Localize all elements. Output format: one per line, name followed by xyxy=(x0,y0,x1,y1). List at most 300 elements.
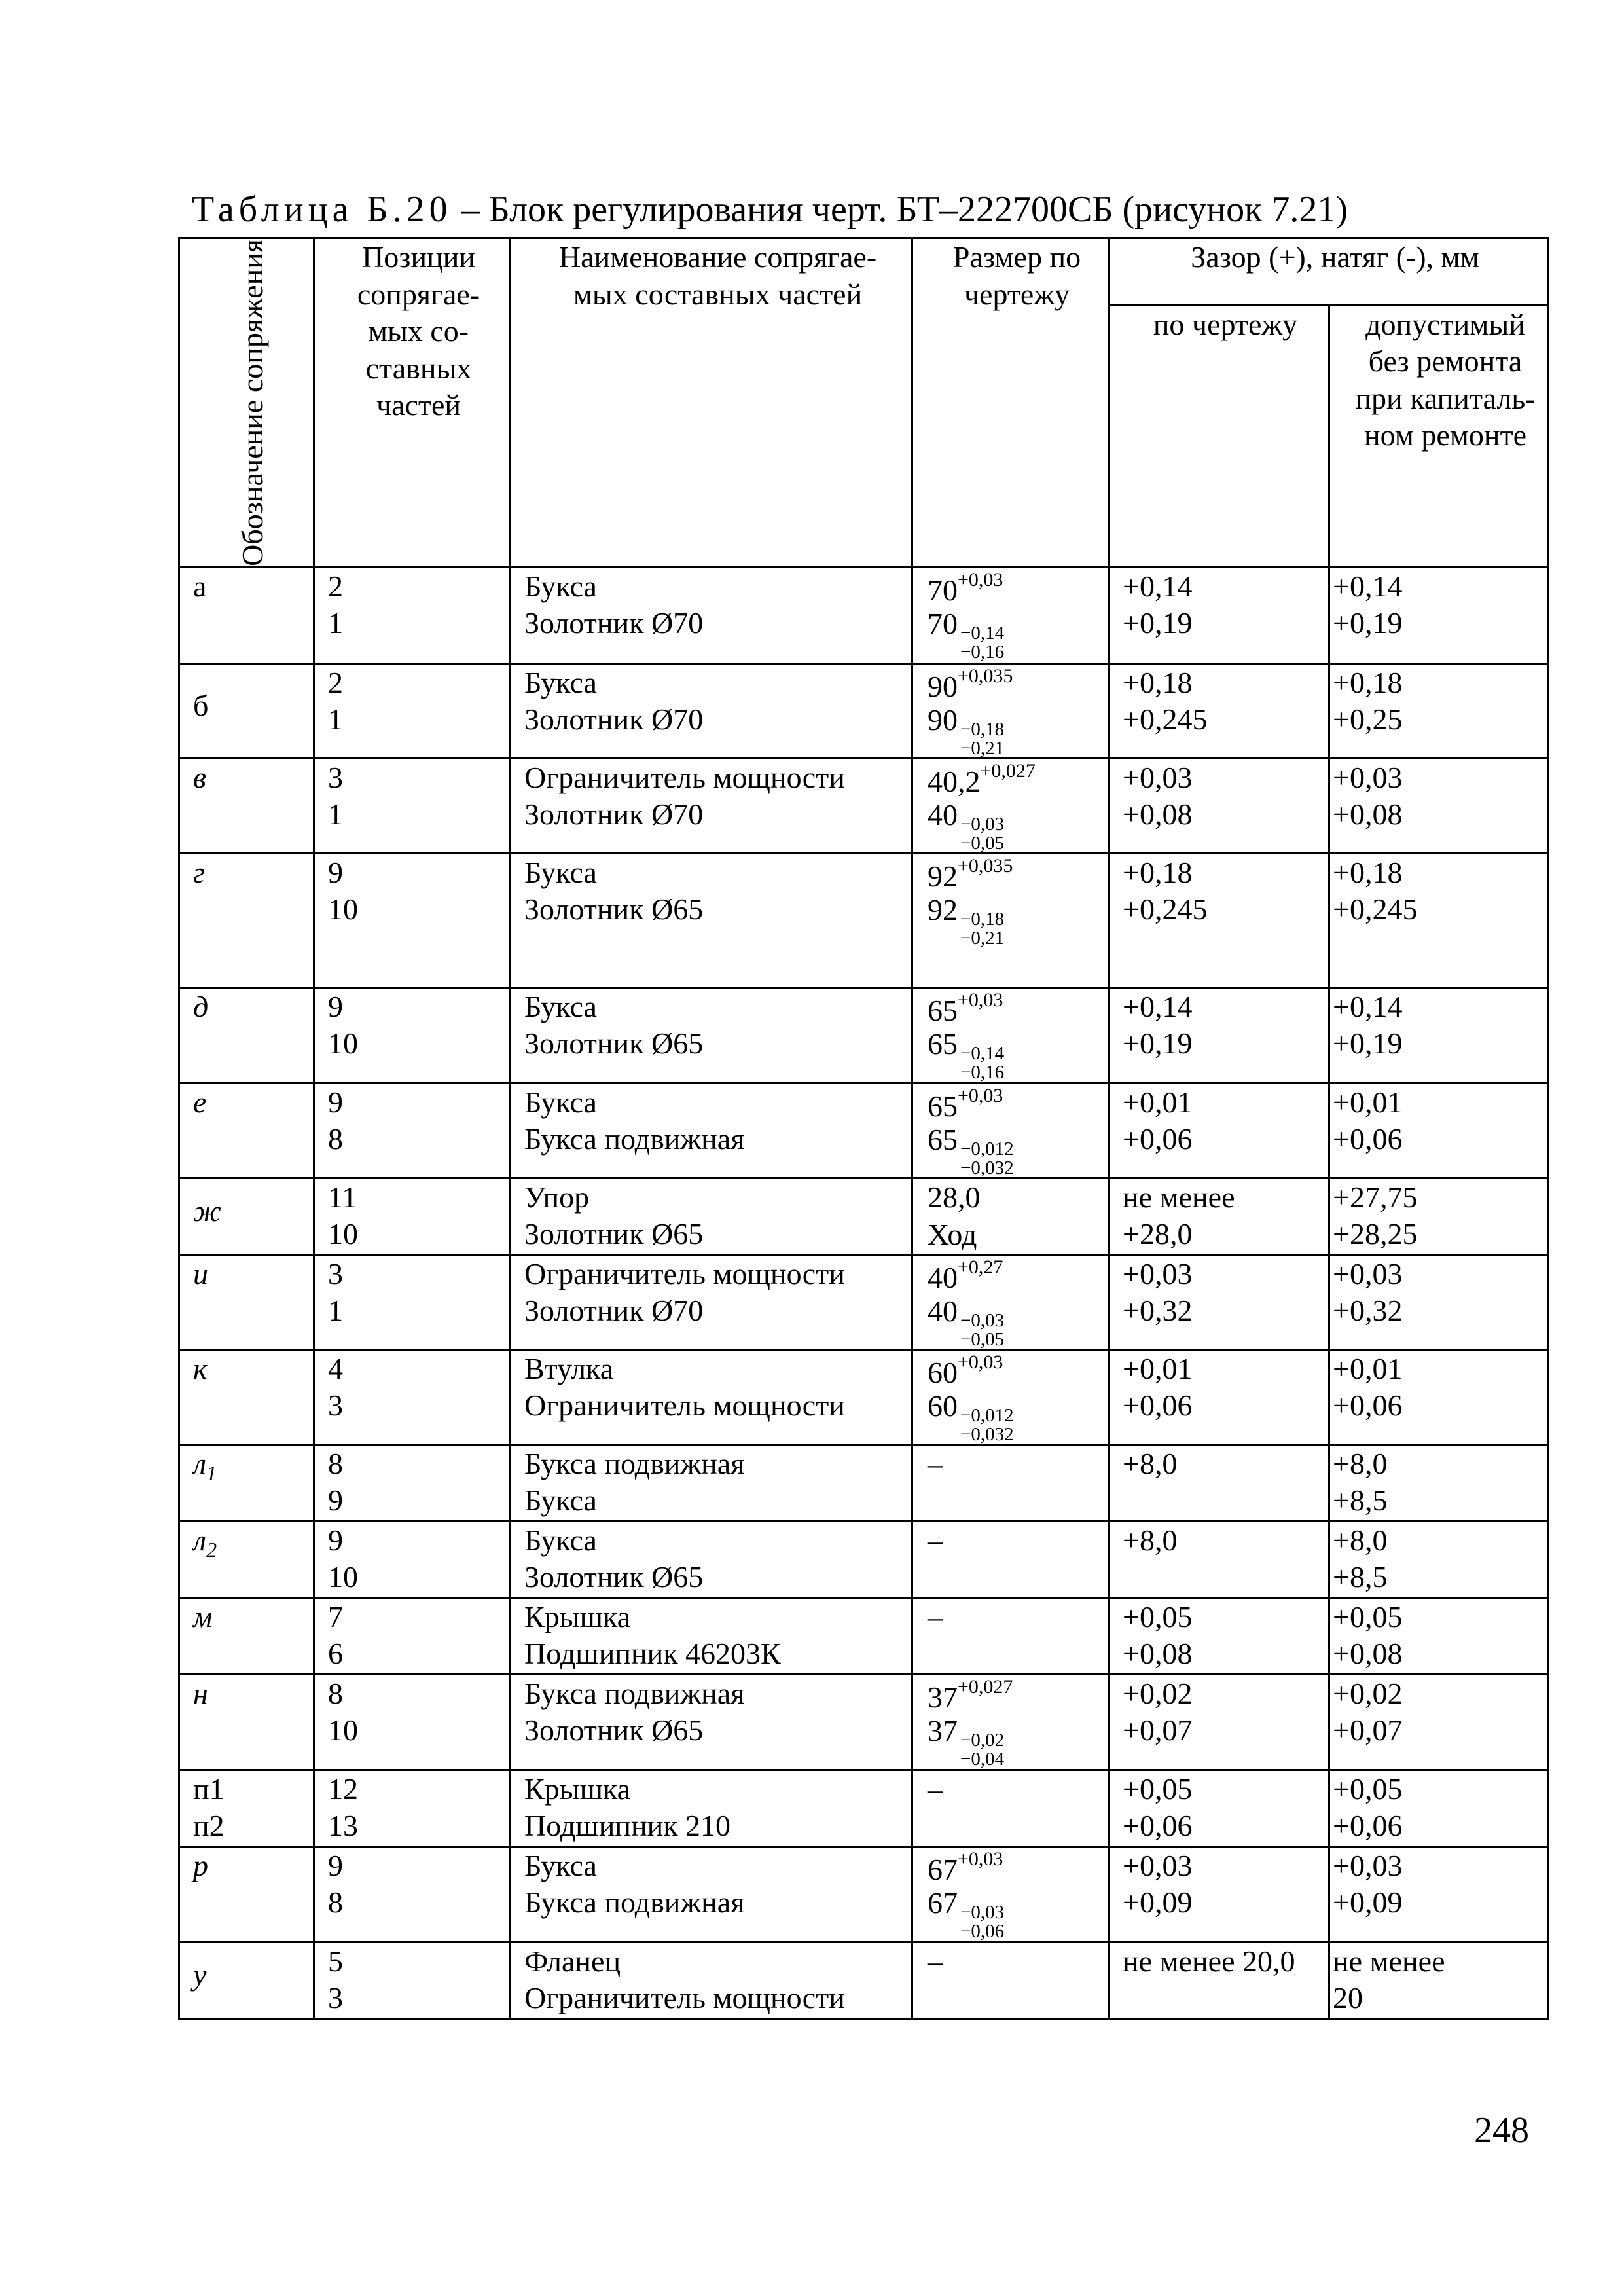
position-number: 10 xyxy=(328,892,358,926)
cell-part-names xyxy=(511,987,912,1083)
gap-value: +0,09 xyxy=(1123,1886,1193,1920)
part-name: Золотник Ø70 xyxy=(524,1294,704,1328)
size-upper-tolerance: +0,03 xyxy=(958,568,1003,591)
cell-part-names xyxy=(511,663,912,758)
gap-value: +0,08 xyxy=(1123,797,1193,831)
designation-text: г xyxy=(193,855,205,889)
cell-gap-by-drawing xyxy=(1109,663,1329,758)
part-name: Золотник Ø70 xyxy=(524,606,704,640)
size-base: 40 xyxy=(928,797,958,831)
cell-gap-by-drawing xyxy=(1109,1674,1329,1770)
cell-gap-allowed xyxy=(1329,1597,1549,1674)
size-upper-deviation: −0,03 xyxy=(960,813,1005,835)
position-number: 4 xyxy=(328,1351,343,1385)
gap-value: не менее 20,0 xyxy=(1123,1944,1295,1978)
gap-allowed-value: +0,06 xyxy=(1333,1809,1403,1843)
gap-allowed-value: 20 xyxy=(1333,1981,1363,2015)
gap-allowed-value: +0,08 xyxy=(1333,1637,1403,1671)
cell-gap-by-drawing xyxy=(1109,567,1329,663)
cell-gap-allowed xyxy=(1329,1444,1549,1521)
position-number: 8 xyxy=(328,1122,343,1156)
gap-allowed-value: +8,5 xyxy=(1333,1560,1388,1594)
cell-size xyxy=(912,1674,1109,1770)
position-number: 1 xyxy=(328,797,343,831)
table-row xyxy=(179,1674,1549,1770)
header-positions: Позиции сопрягае- мых со- ставных частей xyxy=(314,238,511,568)
cell-size xyxy=(912,987,1109,1083)
size-value xyxy=(928,1446,1108,1483)
position-number: 5 xyxy=(328,1944,343,1978)
header-designation-text: Обозначение сопряжения xyxy=(236,239,270,566)
cell-size xyxy=(912,1521,1109,1597)
size-upper-deviation: −0,012 xyxy=(960,1404,1014,1426)
size-value xyxy=(928,1848,1108,1885)
cell-part-names xyxy=(511,1349,912,1444)
designation-text: л xyxy=(193,1523,207,1557)
cell-positions xyxy=(314,1349,511,1444)
cell-size xyxy=(912,567,1109,663)
gap-allowed-value: +27,75 xyxy=(1333,1180,1418,1214)
cell-gap-by-drawing xyxy=(1109,1349,1329,1444)
part-name: Золотник Ø70 xyxy=(524,797,704,831)
part-name: Золотник Ø65 xyxy=(524,1027,704,1061)
designation-text: п2 xyxy=(193,1809,225,1843)
gap-value: +0,03 xyxy=(1123,760,1193,794)
part-name: Букса подвижная xyxy=(524,1886,745,1920)
position-number: 3 xyxy=(328,1389,343,1423)
cell-positions xyxy=(314,853,511,987)
header-gap-allowed: допустимый без ремонта при капиталь- ном ремонте xyxy=(1329,305,1549,567)
cell-part-names xyxy=(511,758,912,853)
size-value xyxy=(928,1885,1108,1942)
size-upper-deviation: −0,012 xyxy=(960,1138,1014,1159)
size-value xyxy=(928,1675,1108,1713)
cell-size xyxy=(912,1770,1109,1846)
designation-text: в xyxy=(193,760,206,794)
cell-gap-by-drawing xyxy=(1109,1597,1329,1674)
size-base: 28,0 xyxy=(928,1180,981,1214)
table-caption xyxy=(192,191,1348,228)
gap-value: +0,02 xyxy=(1123,1676,1193,1710)
gap-value: +0,06 xyxy=(1123,1809,1193,1843)
position-number: 6 xyxy=(328,1637,343,1671)
size-base: 37 xyxy=(928,1680,958,1714)
part-name: Букса xyxy=(524,989,597,1023)
gap-value: не менее xyxy=(1123,1180,1235,1214)
table-row xyxy=(179,1083,1549,1178)
size-lower-deviation: −0,032 xyxy=(960,1157,1014,1178)
size-base: Ход xyxy=(928,1217,977,1251)
cell-gap-allowed xyxy=(1329,1178,1549,1254)
designation-text: р xyxy=(193,1848,208,1882)
cell-gap-by-drawing xyxy=(1109,987,1329,1083)
cell-gap-by-drawing xyxy=(1109,1083,1329,1178)
size-lower-deviation: −0,05 xyxy=(960,1328,1005,1350)
position-number: 2 xyxy=(328,665,343,699)
designation-text: м xyxy=(193,1599,213,1633)
designation-text: ж xyxy=(193,1194,221,1228)
size-lower-deviation: −0,21 xyxy=(960,927,1005,949)
gap-allowed-value: +0,03 xyxy=(1333,760,1403,794)
cell-designation xyxy=(179,758,314,853)
cell-designation xyxy=(179,1254,314,1349)
size-upper-tolerance: +0,027 xyxy=(980,759,1036,782)
cell-designation xyxy=(179,853,314,987)
size-value xyxy=(928,1943,1108,1980)
size-lower-deviation: −0,16 xyxy=(960,641,1005,663)
position-number: 1 xyxy=(328,702,343,737)
size-base: 40 xyxy=(928,1294,958,1328)
size-tolerance-pair xyxy=(960,720,1004,758)
size-value xyxy=(928,989,1108,1026)
cell-part-names xyxy=(511,1942,912,2019)
cell-part-names xyxy=(511,853,912,987)
size-base: 70 xyxy=(928,606,958,640)
designation-subscript: 2 xyxy=(206,1538,217,1562)
gap-value: +8,0 xyxy=(1123,1523,1178,1557)
table-row xyxy=(179,567,1549,663)
size-upper-tolerance: +0,03 xyxy=(958,1084,1003,1106)
table-row xyxy=(179,987,1549,1083)
cell-part-names xyxy=(511,1254,912,1349)
cell-positions xyxy=(314,987,511,1083)
gap-value: +0,05 xyxy=(1123,1599,1193,1633)
size-upper-tolerance: +0,035 xyxy=(958,665,1013,687)
size-upper-deviation: −0,03 xyxy=(960,1309,1005,1331)
size-base: 67 xyxy=(928,1886,958,1920)
gap-allowed-value: +8,0 xyxy=(1333,1446,1388,1480)
size-base: – xyxy=(928,1523,943,1557)
table-row xyxy=(179,663,1549,758)
table-row xyxy=(179,1942,1549,2019)
size-base: – xyxy=(928,1446,943,1480)
cell-positions xyxy=(314,1942,511,2019)
size-value xyxy=(928,1121,1108,1178)
table-row xyxy=(179,1254,1549,1349)
cell-positions xyxy=(314,1444,511,1521)
gap-allowed-value: +0,09 xyxy=(1333,1886,1403,1920)
gap-allowed-value: +0,32 xyxy=(1333,1294,1403,1328)
cell-designation xyxy=(179,1521,314,1597)
position-number: 10 xyxy=(328,1027,358,1061)
cell-positions xyxy=(314,1674,511,1770)
position-number: 9 xyxy=(328,1523,343,1557)
position-number: 13 xyxy=(328,1809,358,1843)
cell-positions xyxy=(314,1770,511,1846)
part-name: Упор xyxy=(524,1180,590,1214)
cell-size xyxy=(912,1942,1109,2019)
size-tolerance-pair xyxy=(960,1731,1004,1769)
position-number: 8 xyxy=(328,1446,343,1480)
cell-gap-by-drawing xyxy=(1109,1942,1329,2019)
gap-allowed-value: +0,03 xyxy=(1333,1256,1403,1290)
size-lower-deviation: −0,16 xyxy=(960,1061,1005,1083)
size-upper-deviation: −0,14 xyxy=(960,622,1005,644)
gap-value: +0,06 xyxy=(1123,1122,1193,1156)
gap-value: +0,01 xyxy=(1123,1351,1193,1385)
part-name: Букса xyxy=(524,665,597,699)
position-number: 10 xyxy=(328,1217,358,1251)
part-name: Букса xyxy=(524,1484,597,1518)
size-lower-deviation: −0,032 xyxy=(960,1423,1014,1445)
header-size-by-drawing: Размер по чертежу xyxy=(912,238,1109,568)
position-number: 9 xyxy=(328,989,343,1023)
part-name: Букса подвижная xyxy=(524,1676,745,1710)
gap-allowed-value: +0,05 xyxy=(1333,1599,1403,1633)
gap-value: +0,05 xyxy=(1123,1772,1193,1806)
cell-size xyxy=(912,663,1109,758)
part-name: Букса xyxy=(524,1848,597,1882)
size-base: – xyxy=(928,1599,943,1633)
cell-size xyxy=(912,1846,1109,1942)
size-value xyxy=(928,1256,1108,1293)
part-name: Ограничитель мощности xyxy=(524,1389,845,1423)
cell-gap-allowed xyxy=(1329,1083,1549,1178)
size-base: – xyxy=(928,1772,943,1806)
cell-part-names xyxy=(511,1597,912,1674)
cell-size xyxy=(912,853,1109,987)
cell-positions xyxy=(314,663,511,758)
gap-value: +0,14 xyxy=(1123,989,1193,1023)
cell-gap-allowed xyxy=(1329,1770,1549,1846)
cell-positions xyxy=(314,567,511,663)
table-row xyxy=(179,1846,1549,1942)
cell-gap-allowed xyxy=(1329,1254,1549,1349)
cell-part-names xyxy=(511,1083,912,1178)
size-base: 90 xyxy=(928,669,958,703)
size-value xyxy=(928,1713,1108,1770)
gap-value: +0,06 xyxy=(1123,1389,1193,1423)
cell-gap-allowed xyxy=(1329,853,1549,987)
size-base: 65 xyxy=(928,1089,958,1123)
position-number: 8 xyxy=(328,1676,343,1710)
size-base: – xyxy=(928,1944,943,1978)
size-value xyxy=(928,1522,1108,1559)
size-upper-tolerance: +0,03 xyxy=(958,989,1003,1011)
size-tolerance-pair xyxy=(960,1140,1014,1178)
designation-text: б xyxy=(193,688,209,722)
size-lower-deviation: −0,06 xyxy=(960,1920,1005,1942)
part-name: Букса xyxy=(524,855,597,889)
cell-gap-allowed xyxy=(1329,1674,1549,1770)
gap-allowed-value: +0,19 xyxy=(1333,606,1403,640)
designation-text: д xyxy=(193,989,209,1023)
size-upper-deviation: −0,02 xyxy=(960,1729,1005,1751)
size-tolerance-pair xyxy=(960,624,1004,662)
size-lower-deviation: −0,05 xyxy=(960,832,1005,854)
header-gap-by-drawing: по чертежу xyxy=(1109,305,1329,567)
gap-value: +0,07 xyxy=(1123,1713,1193,1747)
size-base: 40 xyxy=(928,1260,958,1294)
size-value xyxy=(928,1388,1108,1445)
part-name: Золотник Ø65 xyxy=(524,1713,704,1747)
page-number: 248 xyxy=(1474,2110,1529,2151)
size-value xyxy=(928,665,1108,702)
size-base: 65 xyxy=(928,1027,958,1061)
size-lower-deviation: −0,21 xyxy=(960,737,1005,759)
size-base: 60 xyxy=(928,1389,958,1423)
cell-positions xyxy=(314,1521,511,1597)
table-row xyxy=(179,1349,1549,1444)
table-row xyxy=(179,1597,1549,1674)
cell-part-names xyxy=(511,567,912,663)
table-row xyxy=(179,1444,1549,1521)
gap-value: +0,03 xyxy=(1123,1256,1193,1290)
table-row xyxy=(179,758,1549,853)
gap-allowed-value: +0,05 xyxy=(1333,1772,1403,1806)
size-value xyxy=(928,892,1108,949)
size-upper-tolerance: +0,027 xyxy=(958,1675,1013,1698)
size-base: 40,2 xyxy=(928,764,981,798)
gap-allowed-value: +0,14 xyxy=(1333,989,1403,1023)
size-base: 67 xyxy=(928,1852,958,1886)
cell-gap-allowed xyxy=(1329,567,1549,663)
cell-positions xyxy=(314,1254,511,1349)
cell-size xyxy=(912,758,1109,853)
size-tolerance-pair xyxy=(960,1044,1004,1082)
position-number: 3 xyxy=(328,1256,343,1290)
size-value xyxy=(928,1293,1108,1350)
part-name: Золотник Ø65 xyxy=(524,1560,704,1594)
cell-designation xyxy=(179,1770,314,1846)
size-upper-tolerance: +0,03 xyxy=(958,1848,1003,1870)
part-name: Золотник Ø65 xyxy=(524,892,704,926)
gap-allowed-value: +0,19 xyxy=(1333,1027,1403,1061)
size-value xyxy=(928,1084,1108,1121)
position-number: 10 xyxy=(328,1713,358,1747)
size-base: 37 xyxy=(928,1713,958,1747)
designation-subscript: 1 xyxy=(206,1461,217,1485)
gap-allowed-value: +0,01 xyxy=(1333,1085,1403,1119)
cell-size xyxy=(912,1349,1109,1444)
size-base: 60 xyxy=(928,1355,958,1389)
cell-gap-by-drawing xyxy=(1109,1846,1329,1942)
part-name: Крышка xyxy=(524,1772,631,1806)
cell-designation xyxy=(179,1597,314,1674)
gap-allowed-value: +8,5 xyxy=(1333,1484,1388,1518)
size-upper-deviation: −0,14 xyxy=(960,1042,1005,1064)
gap-allowed-value: +0,06 xyxy=(1333,1389,1403,1423)
header-gap-interference: Зазор (+), натяг (-), мм xyxy=(1109,238,1549,306)
size-tolerance-pair xyxy=(960,1903,1004,1941)
gap-allowed-value: +8,0 xyxy=(1333,1523,1388,1557)
gap-value: +0,18 xyxy=(1123,665,1193,699)
gap-value: +0,08 xyxy=(1123,1637,1193,1671)
position-number: 9 xyxy=(328,855,343,889)
cell-gap-by-drawing xyxy=(1109,1178,1329,1254)
part-name: Букса xyxy=(524,569,597,603)
size-value xyxy=(928,568,1108,606)
part-name: Букса подвижная xyxy=(524,1122,745,1156)
cell-designation xyxy=(179,663,314,758)
cell-positions xyxy=(314,758,511,853)
cell-gap-by-drawing xyxy=(1109,1254,1329,1349)
cell-part-names xyxy=(511,1444,912,1521)
gap-value: +0,32 xyxy=(1123,1294,1193,1328)
part-name: Букса xyxy=(524,1085,597,1119)
position-number: 9 xyxy=(328,1484,343,1518)
gap-value: +0,19 xyxy=(1123,606,1193,640)
part-name: Ограничитель мощности xyxy=(524,1256,845,1290)
position-number: 9 xyxy=(328,1085,343,1119)
size-value xyxy=(928,1026,1108,1083)
size-upper-deviation: −0,03 xyxy=(960,1901,1005,1923)
cell-gap-by-drawing xyxy=(1109,1770,1329,1846)
part-name: Фланец xyxy=(524,1944,621,1978)
part-name: Ограничитель мощности xyxy=(524,1981,845,2015)
size-tolerance-pair xyxy=(960,1311,1004,1349)
part-name: Золотник Ø65 xyxy=(524,1217,704,1251)
designation-text: у xyxy=(193,1958,207,1992)
cell-part-names xyxy=(511,1770,912,1846)
position-number: 7 xyxy=(328,1599,343,1633)
cell-gap-allowed xyxy=(1329,1942,1549,2019)
gap-value: +8,0 xyxy=(1123,1446,1178,1480)
cell-part-names xyxy=(511,1521,912,1597)
cell-positions xyxy=(314,1846,511,1942)
cell-gap-allowed xyxy=(1329,1521,1549,1597)
designation-text: л xyxy=(193,1446,207,1480)
gap-value: +0,19 xyxy=(1123,1027,1193,1061)
position-number: 1 xyxy=(328,1294,343,1328)
gap-allowed-value: не менее xyxy=(1333,1944,1445,1978)
size-value xyxy=(928,702,1108,759)
designation-text: и xyxy=(193,1256,208,1290)
position-number: 8 xyxy=(328,1886,343,1920)
gap-allowed-value: +28,25 xyxy=(1333,1217,1418,1251)
size-value xyxy=(928,1599,1108,1636)
gap-allowed-value: +0,06 xyxy=(1333,1122,1403,1156)
cell-designation xyxy=(179,567,314,663)
part-name: Подшипник 210 xyxy=(524,1809,731,1843)
cell-gap-by-drawing xyxy=(1109,1444,1329,1521)
gap-value: +0,14 xyxy=(1123,569,1193,603)
part-name: Подшипник 46203К xyxy=(524,1637,781,1671)
cell-gap-allowed xyxy=(1329,987,1549,1083)
cell-designation xyxy=(179,1444,314,1521)
size-upper-tolerance: +0,27 xyxy=(958,1256,1003,1278)
cell-designation xyxy=(179,1942,314,2019)
cell-gap-by-drawing xyxy=(1109,853,1329,987)
gap-allowed-value: +0,14 xyxy=(1333,569,1403,603)
part-name: Крышка xyxy=(524,1599,631,1633)
cell-positions xyxy=(314,1597,511,1674)
cell-positions xyxy=(314,1178,511,1254)
position-number: 9 xyxy=(328,1848,343,1882)
cell-designation xyxy=(179,987,314,1083)
table-caption-number: Таблица Б.20 xyxy=(192,189,452,230)
gap-allowed-value: +0,25 xyxy=(1333,702,1403,737)
cell-positions xyxy=(314,1083,511,1178)
gap-allowed-value: +0,18 xyxy=(1333,665,1403,699)
cell-designation xyxy=(179,1846,314,1942)
size-value xyxy=(928,797,1108,854)
table-body xyxy=(179,567,1549,2019)
cell-designation xyxy=(179,1083,314,1178)
cell-part-names xyxy=(511,1674,912,1770)
size-tolerance-pair xyxy=(960,1406,1014,1444)
part-name: Букса xyxy=(524,1523,597,1557)
position-number: 2 xyxy=(328,569,343,603)
table-row xyxy=(179,853,1549,987)
size-value xyxy=(928,1771,1108,1808)
size-base: 90 xyxy=(928,702,958,737)
part-name: Букса подвижная xyxy=(524,1446,745,1480)
table-caption-title: – Блок регулирования черт. БТ–222700СБ (рисунок 7.21) xyxy=(452,189,1348,230)
cell-size xyxy=(912,1083,1109,1178)
gap-value: +28,0 xyxy=(1123,1217,1193,1251)
position-number: 3 xyxy=(328,760,343,794)
